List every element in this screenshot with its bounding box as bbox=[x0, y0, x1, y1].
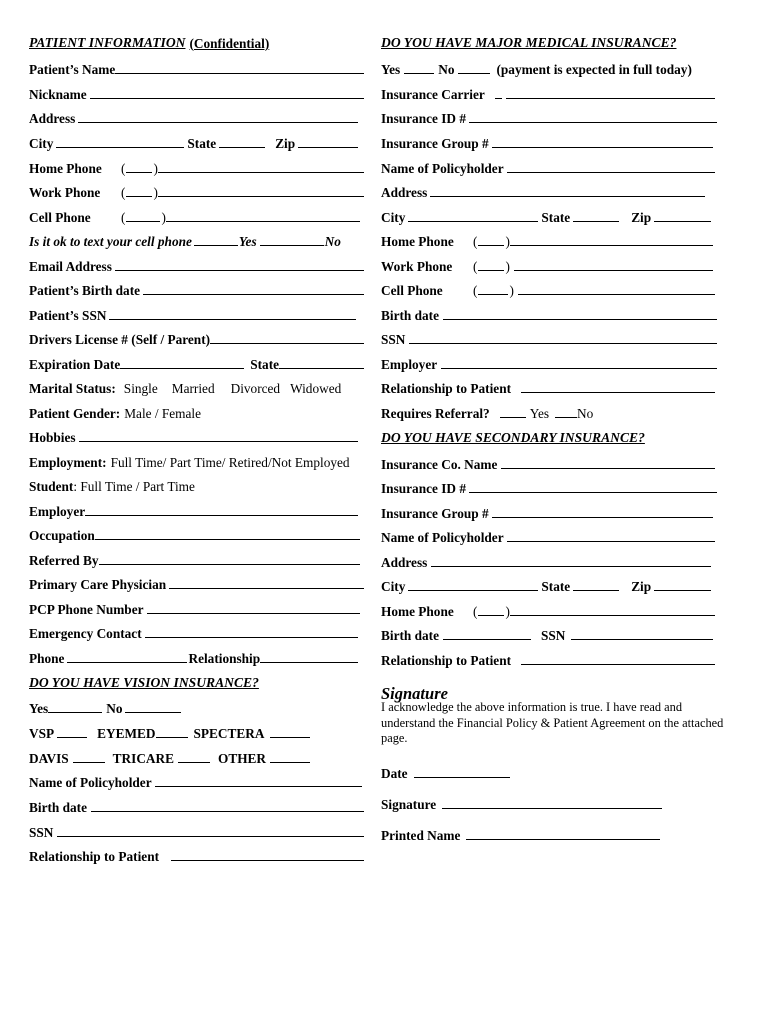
signature-header bbox=[381, 680, 731, 702]
expiration-field[interactable] bbox=[120, 368, 244, 369]
s-home-phone-row bbox=[381, 598, 731, 618]
signature-title: Signature bbox=[381, 683, 448, 703]
employer-label: Employer bbox=[29, 503, 86, 519]
ins-ssn-field[interactable] bbox=[409, 343, 717, 344]
ins-city-label: City bbox=[381, 209, 406, 225]
email-row bbox=[29, 253, 364, 273]
work-phone-paren-close: ) bbox=[153, 184, 158, 200]
signature-field[interactable] bbox=[442, 808, 662, 809]
vision-insurance-title: DO YOU HAVE VISION INSURANCE? bbox=[29, 675, 259, 691]
s-home-phone-label: Home Phone bbox=[381, 603, 454, 619]
ins-relationship-row bbox=[381, 375, 731, 395]
zip-label: Zip bbox=[275, 135, 296, 151]
marital-widowed-option[interactable]: Widowed bbox=[290, 380, 342, 396]
s-zip-label: Zip bbox=[631, 578, 652, 594]
s-policyholder-label: Name of Policyholder bbox=[381, 529, 504, 545]
major-yes-field[interactable] bbox=[404, 73, 434, 74]
nickname-field[interactable] bbox=[90, 98, 364, 99]
ins-home-phone-label: Home Phone bbox=[381, 233, 454, 249]
s-ssn-field[interactable] bbox=[571, 639, 713, 640]
gender-options[interactable]: Male / Female bbox=[124, 405, 202, 421]
state-field[interactable] bbox=[219, 147, 265, 148]
confidential-label: (Confidential) bbox=[189, 35, 270, 51]
exp-state-field[interactable] bbox=[279, 368, 364, 369]
s-state-label: State bbox=[541, 578, 571, 594]
ins-group-label: Insurance Group # bbox=[381, 135, 489, 151]
hobbies-label: Hobbies bbox=[29, 429, 76, 445]
ssn-label: Patient’s SSN bbox=[29, 307, 107, 323]
s-company-row bbox=[381, 451, 731, 471]
ins-state-field[interactable] bbox=[573, 221, 619, 222]
birth-date-label: Patient’s Birth date bbox=[29, 282, 141, 298]
emergency-contact-row bbox=[29, 620, 364, 640]
printed-name-field[interactable] bbox=[466, 839, 660, 840]
s-home-phone-area-field[interactable] bbox=[478, 615, 504, 616]
vision-relationship-row bbox=[29, 843, 364, 863]
ins-employer-row bbox=[381, 351, 731, 371]
cell-phone-field[interactable] bbox=[166, 221, 360, 222]
text-ok-label: Is it ok to text your cell phone bbox=[29, 233, 192, 249]
home-phone-paren-open: ( bbox=[121, 160, 126, 176]
ins-id-row bbox=[381, 105, 731, 125]
referred-by-row bbox=[29, 547, 364, 567]
work-phone-row bbox=[29, 179, 364, 199]
ins-work-phone-row bbox=[381, 253, 731, 273]
vision-ssn-row bbox=[29, 819, 364, 839]
vision-policyholder-label: Name of Policyholder bbox=[29, 774, 152, 790]
s-state-field[interactable] bbox=[573, 590, 619, 591]
printed-name-row bbox=[381, 822, 731, 842]
marital-married-option[interactable]: Married bbox=[171, 380, 215, 396]
vision-ssn-label: SSN bbox=[29, 824, 54, 840]
s-home-phone-field[interactable] bbox=[510, 615, 715, 616]
birth-date-field[interactable] bbox=[143, 294, 364, 295]
ins-birth-label: Birth date bbox=[381, 307, 439, 323]
patient-name-label: Patient’s Name bbox=[29, 61, 116, 77]
major-no-label: No bbox=[438, 61, 455, 77]
s-city-row bbox=[381, 573, 731, 593]
s-relationship-field[interactable] bbox=[521, 664, 715, 665]
ins-work-phone-area-field[interactable] bbox=[478, 270, 504, 271]
emergency-phone-label: Phone bbox=[29, 650, 65, 666]
referral-label: Requires Referral? bbox=[381, 405, 490, 421]
ins-state-label: State bbox=[541, 209, 571, 225]
occupation-row bbox=[29, 522, 364, 542]
employment-label: Employment: bbox=[29, 454, 107, 470]
home-phone-area-field[interactable] bbox=[126, 172, 152, 173]
tricare-field[interactable] bbox=[178, 762, 210, 763]
carrier-row bbox=[381, 81, 731, 101]
emergency-contact-field[interactable] bbox=[145, 637, 358, 638]
ins-cell-phone-row bbox=[381, 277, 731, 297]
referred-by-label: Referred By bbox=[29, 552, 99, 568]
ins-birth-row bbox=[381, 302, 731, 322]
secondary-insurance-title: DO YOU HAVE SECONDARY INSURANCE? bbox=[381, 430, 645, 446]
eyemed-field[interactable] bbox=[156, 737, 188, 738]
ins-city-row bbox=[381, 204, 731, 224]
other-field[interactable] bbox=[270, 762, 310, 763]
gender-label: Patient Gender: bbox=[29, 405, 121, 421]
ins-id-label: Insurance ID # bbox=[381, 110, 466, 126]
signature-row bbox=[381, 791, 731, 811]
employment-row bbox=[29, 449, 364, 469]
drivers-license-label: Drivers License # (Self / Parent) bbox=[29, 331, 211, 347]
acknowledgement-text: I acknowledge the above information is true. I have read and understand the Financial Policy & Patient Agreement on the attached page. bbox=[381, 700, 724, 745]
ins-cell-phone-paren-close: ) bbox=[509, 282, 514, 298]
major-insurance-title: DO YOU HAVE MAJOR MEDICAL INSURANCE? bbox=[381, 35, 677, 51]
patient-info-header bbox=[29, 30, 364, 50]
text-yes-label: Yes bbox=[238, 233, 257, 249]
work-phone-field[interactable] bbox=[158, 196, 364, 197]
employer-row bbox=[29, 498, 364, 518]
nickname-label: Nickname bbox=[29, 86, 87, 102]
s-policyholder-row bbox=[381, 524, 731, 544]
address-row bbox=[29, 105, 364, 125]
s-address-row bbox=[381, 549, 731, 569]
vision-no-label: No bbox=[106, 700, 123, 716]
ins-address-row bbox=[381, 179, 731, 199]
ins-employer-field[interactable] bbox=[441, 368, 717, 369]
pcp-phone-row bbox=[29, 596, 364, 616]
s-id-field[interactable] bbox=[469, 492, 717, 493]
major-yes-label: Yes bbox=[381, 61, 401, 77]
vision-yes-no-row bbox=[29, 695, 364, 715]
carrier-prefix-line bbox=[495, 98, 502, 99]
eyemed-label: EYEMED bbox=[97, 725, 156, 741]
ins-id-field[interactable] bbox=[469, 122, 717, 123]
ins-ssn-row bbox=[381, 326, 731, 346]
vision-yes-label: Yes bbox=[29, 700, 49, 716]
ins-cell-phone-paren-open: ( bbox=[473, 282, 478, 298]
patient-name-row bbox=[29, 56, 364, 76]
patient-name-field[interactable] bbox=[115, 73, 364, 74]
s-group-row bbox=[381, 500, 731, 520]
vision-birth-field[interactable] bbox=[91, 811, 364, 812]
s-company-field[interactable] bbox=[501, 468, 715, 469]
ins-cell-phone-label: Cell Phone bbox=[381, 282, 443, 298]
vsp-field[interactable] bbox=[57, 737, 87, 738]
marital-status-row bbox=[29, 375, 364, 395]
city-label: City bbox=[29, 135, 54, 151]
s-birth-label: Birth date bbox=[381, 627, 439, 643]
printed-name-label: Printed Name bbox=[381, 827, 461, 843]
student-options[interactable]: : Full Time / Part Time bbox=[73, 478, 195, 494]
zip-field[interactable] bbox=[298, 147, 358, 148]
home-phone-field[interactable] bbox=[158, 172, 364, 173]
emergency-relationship-field[interactable] bbox=[260, 662, 358, 663]
ins-home-phone-field[interactable] bbox=[510, 245, 713, 246]
tricare-label: TRICARE bbox=[112, 750, 174, 766]
vision-policyholder-row bbox=[29, 769, 364, 789]
emergency-phone-field[interactable] bbox=[67, 662, 187, 663]
s-home-phone-paren-open: ( bbox=[473, 603, 478, 619]
marital-status-label: Marital Status: bbox=[29, 380, 116, 396]
ins-home-phone-row bbox=[381, 228, 731, 248]
other-label: OTHER bbox=[218, 750, 267, 766]
pcp-phone-label: PCP Phone Number bbox=[29, 601, 144, 617]
drivers-license-field[interactable] bbox=[210, 343, 364, 344]
cell-phone-paren-open: ( bbox=[121, 209, 126, 225]
address-label: Address bbox=[29, 110, 76, 126]
ins-address-field[interactable] bbox=[430, 196, 705, 197]
major-insurance-header bbox=[381, 30, 731, 50]
policyholder-field[interactable] bbox=[507, 172, 715, 173]
expiration-label: Expiration Date bbox=[29, 356, 121, 372]
major-no-field[interactable] bbox=[458, 73, 490, 74]
referred-by-field[interactable] bbox=[99, 564, 360, 565]
vision-birth-label: Birth date bbox=[29, 799, 87, 815]
carrier-field[interactable] bbox=[506, 98, 715, 99]
gender-row bbox=[29, 400, 364, 420]
ssn-row bbox=[29, 302, 364, 322]
vsp-label: VSP bbox=[29, 725, 55, 741]
date-row bbox=[381, 760, 731, 780]
vision-relationship-label: Relationship to Patient bbox=[29, 848, 160, 864]
cell-phone-paren-close: ) bbox=[161, 209, 166, 225]
cell-phone-area-field[interactable] bbox=[126, 221, 160, 222]
emergency-contact-label: Emergency Contact bbox=[29, 625, 142, 641]
patient-info-title: PATIENT INFORMATION bbox=[29, 35, 186, 51]
s-city-label: City bbox=[381, 578, 406, 594]
payment-note: (payment is expected in full today) bbox=[496, 61, 692, 77]
ins-cell-phone-area-field[interactable] bbox=[478, 294, 508, 295]
s-policyholder-field[interactable] bbox=[507, 541, 715, 542]
ins-cell-phone-field[interactable] bbox=[518, 294, 715, 295]
s-company-label: Insurance Co. Name bbox=[381, 456, 498, 472]
employment-options[interactable]: Full Time/ Part Time/ Retired/Not Employed bbox=[110, 454, 350, 470]
ins-birth-field[interactable] bbox=[443, 319, 717, 320]
vision-birth-row bbox=[29, 794, 364, 814]
marital-single-option[interactable]: Single bbox=[123, 380, 158, 396]
s-relationship-row bbox=[381, 647, 731, 667]
vision-policyholder-field[interactable] bbox=[155, 786, 362, 787]
secondary-insurance-header bbox=[381, 425, 731, 445]
state-label: State bbox=[187, 135, 217, 151]
policyholder-row bbox=[381, 155, 731, 175]
vision-relationship-field[interactable] bbox=[171, 860, 364, 861]
major-yes-no-row bbox=[381, 56, 731, 76]
exp-state-label: State bbox=[250, 356, 280, 372]
referral-yes-field[interactable] bbox=[500, 417, 526, 418]
referral-row bbox=[381, 400, 731, 420]
spectera-field[interactable] bbox=[270, 737, 310, 738]
signature-label: Signature bbox=[381, 796, 437, 812]
s-group-field[interactable] bbox=[492, 517, 713, 518]
ins-home-phone-paren-close: ) bbox=[505, 233, 510, 249]
occupation-field[interactable] bbox=[95, 539, 360, 540]
expiration-row bbox=[29, 351, 364, 371]
davis-field[interactable] bbox=[73, 762, 105, 763]
address-field[interactable] bbox=[78, 122, 358, 123]
text-yes-field[interactable] bbox=[194, 245, 238, 246]
vision-plans-row-2 bbox=[29, 745, 364, 765]
text-no-field[interactable] bbox=[260, 245, 324, 246]
home-phone-paren-close: ) bbox=[153, 160, 158, 176]
spectera-label: SPECTERA bbox=[193, 725, 265, 741]
ins-relationship-field[interactable] bbox=[521, 392, 715, 393]
pcp-field[interactable] bbox=[169, 588, 364, 589]
ins-work-phone-label: Work Phone bbox=[381, 258, 453, 274]
ins-zip-field[interactable] bbox=[654, 221, 711, 222]
nickname-row bbox=[29, 81, 364, 101]
birth-date-row bbox=[29, 277, 364, 297]
work-phone-area-field[interactable] bbox=[126, 196, 152, 197]
city-state-zip-row bbox=[29, 130, 364, 150]
ins-home-phone-area-field[interactable] bbox=[478, 245, 504, 246]
ins-work-phone-paren-open: ( bbox=[473, 258, 478, 274]
emergency-phone-row bbox=[29, 645, 364, 665]
text-no-label: No bbox=[324, 233, 341, 249]
occupation-label: Occupation bbox=[29, 527, 95, 543]
vision-no-field[interactable] bbox=[125, 712, 181, 713]
s-zip-field[interactable] bbox=[654, 590, 711, 591]
ins-city-field[interactable] bbox=[408, 221, 538, 222]
ssn-field[interactable] bbox=[109, 319, 356, 320]
home-phone-label: Home Phone bbox=[29, 160, 102, 176]
pcp-phone-field[interactable] bbox=[147, 613, 361, 614]
marital-divorced-option[interactable]: Divorced bbox=[230, 380, 281, 396]
home-phone-row bbox=[29, 155, 364, 175]
date-label: Date bbox=[381, 765, 408, 781]
s-city-field[interactable] bbox=[408, 590, 538, 591]
student-row bbox=[29, 473, 364, 493]
s-address-label: Address bbox=[381, 554, 428, 570]
s-home-phone-paren-close: ) bbox=[505, 603, 510, 619]
ins-group-row bbox=[381, 130, 731, 150]
cell-phone-row bbox=[29, 204, 364, 224]
city-field[interactable] bbox=[56, 147, 184, 148]
cell-phone-label: Cell Phone bbox=[29, 209, 91, 225]
referral-no-label: No bbox=[577, 405, 594, 421]
text-ok-row bbox=[29, 228, 364, 248]
policyholder-label: Name of Policyholder bbox=[381, 160, 504, 176]
date-field[interactable] bbox=[414, 777, 510, 778]
ins-group-field[interactable] bbox=[492, 147, 713, 148]
ins-address-label: Address bbox=[381, 184, 428, 200]
student-label: Student bbox=[29, 478, 74, 494]
davis-label: DAVIS bbox=[29, 750, 69, 766]
ins-employer-label: Employer bbox=[381, 356, 438, 372]
ins-zip-label: Zip bbox=[631, 209, 652, 225]
s-birth-field[interactable] bbox=[443, 639, 531, 640]
ins-ssn-label: SSN bbox=[381, 331, 406, 347]
hobbies-field[interactable] bbox=[79, 441, 358, 442]
s-address-field[interactable] bbox=[431, 566, 711, 567]
ins-relationship-label: Relationship to Patient bbox=[381, 380, 512, 396]
vision-plans-row-1 bbox=[29, 720, 364, 740]
ins-work-phone-paren-close: ) bbox=[505, 258, 510, 274]
referral-yes-label: Yes bbox=[529, 405, 550, 421]
employer-field[interactable] bbox=[85, 515, 358, 516]
email-field[interactable] bbox=[115, 270, 364, 271]
s-id-label: Insurance ID # bbox=[381, 480, 466, 496]
vision-insurance-header bbox=[29, 670, 364, 690]
s-group-label: Insurance Group # bbox=[381, 505, 489, 521]
s-birth-ssn-row bbox=[381, 622, 731, 642]
hobbies-row bbox=[29, 424, 364, 444]
pcp-row bbox=[29, 571, 364, 591]
ins-home-phone-paren-open: ( bbox=[473, 233, 478, 249]
s-id-row bbox=[381, 475, 731, 495]
referral-no-field[interactable] bbox=[555, 417, 577, 418]
emergency-relationship-label: Relationship bbox=[188, 650, 261, 666]
carrier-label: Insurance Carrier bbox=[381, 86, 485, 102]
work-phone-paren-open: ( bbox=[121, 184, 126, 200]
vision-yes-field[interactable] bbox=[48, 712, 102, 713]
drivers-license-row bbox=[29, 326, 364, 346]
s-relationship-label: Relationship to Patient bbox=[381, 652, 512, 668]
email-label: Email Address bbox=[29, 258, 112, 274]
work-phone-label: Work Phone bbox=[29, 184, 101, 200]
s-ssn-label: SSN bbox=[541, 627, 566, 643]
ins-work-phone-field[interactable] bbox=[514, 270, 713, 271]
pcp-label: Primary Care Physician bbox=[29, 576, 167, 592]
vision-ssn-field[interactable] bbox=[57, 836, 364, 837]
